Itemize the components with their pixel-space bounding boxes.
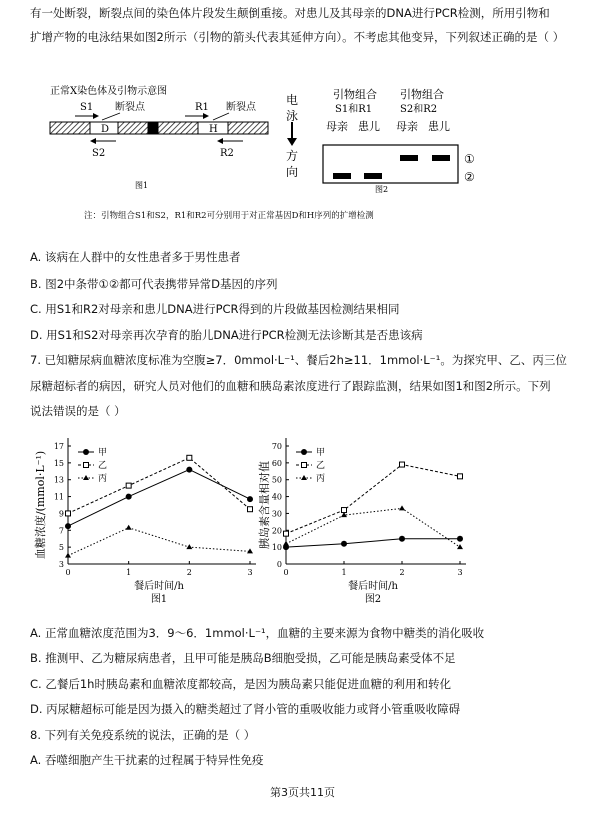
glucose-ytick-label: 9 [58, 509, 64, 519]
glucose-ytick-label: 11 [53, 492, 64, 502]
glucose-xtick-label: 1 [126, 568, 132, 577]
insulin-ytick-label: 60 [271, 458, 282, 468]
insulin-xtick-label: 0 [283, 568, 289, 577]
glucose-ytick-label: 3 [58, 560, 64, 569]
fig1-caption: 图1 [135, 181, 149, 190]
insulin-legend-label-甲: 甲 [316, 448, 326, 458]
glucose-ytick-label: 17 [53, 442, 64, 451]
gene-d-label: D [101, 124, 110, 135]
glucose-xtick-label: 0 [65, 568, 71, 577]
glucose-point-丙 [65, 553, 71, 558]
fig1-s2-label: S2 [92, 148, 106, 159]
fig1-r2-label: R2 [220, 148, 234, 159]
fig1-s1-label: S1 [80, 102, 94, 113]
insulin-legend-label-丙: 丙 [316, 474, 326, 484]
q6-option-c: C. 用S1和R2对母亲和患儿DNA进行PCR得到的片段做基因检测结果相同 [30, 302, 400, 316]
insulin-legend-marker-甲 [301, 449, 307, 455]
fig2-lane-1: 母亲 [326, 120, 348, 133]
page-footer: 第3页共11页 [270, 786, 335, 799]
q6-option-d: D. 用S1和S2对母亲再次孕育的胎儿DNA进行PCR检测无法诊断其是否患该病 [30, 328, 423, 342]
insulin-point-甲 [341, 541, 347, 547]
band-lower-lane1 [333, 173, 351, 179]
insulin-series-line-乙 [286, 465, 460, 534]
insulin-ytick-label: 50 [271, 475, 282, 485]
glucose-ytick-label: 13 [53, 475, 64, 485]
insulin-series-line-甲 [286, 539, 460, 547]
q7-option-c: C. 乙餐后1h时胰岛素和血糖浓度都较高，是因为胰岛素只能促进血糖的利用和转化 [30, 677, 451, 691]
band-lower-lane2 [364, 173, 382, 179]
band-2-label: ② [464, 170, 475, 184]
glucose-legend-label-甲: 甲 [98, 448, 108, 458]
insulin-ytick-label: 70 [271, 442, 282, 451]
glucose-point-乙 [126, 483, 131, 488]
glucose-point-乙 [187, 455, 192, 460]
insulin-point-丙 [457, 544, 463, 549]
glucose-legend-label-乙: 乙 [98, 461, 108, 471]
insulin-ytick-label: 40 [271, 492, 282, 502]
insulin-title: 图2 [364, 594, 382, 605]
fig1-break-right-label: 断裂点 [226, 102, 256, 113]
q7-option-b: B. 推测甲、乙为糖尿病患者，且甲可能是胰岛B细胞受损，乙可能是胰岛素受体不足 [30, 651, 456, 665]
glucose-point-丙 [126, 525, 132, 530]
fig2-group2-title: 引物组合 [400, 88, 444, 101]
glucose-point-甲 [65, 523, 71, 529]
q7-line1: 7. 已知糖尿病血糖浓度标准为空腹≥7．0mmol·L⁻¹、餐后2h≥11．1mmol·L⁻¹。为探究甲、乙、丙三位 [30, 353, 567, 367]
insulin-xlabel: 餐后时间/h [348, 581, 398, 592]
band-1-label: ① [464, 152, 475, 166]
fig1-r1-label: R1 [195, 102, 209, 113]
fig2-group1-sub: S1和R1 [335, 104, 373, 115]
band-upper-lane3 [400, 155, 418, 161]
insulin-point-丙 [399, 505, 405, 510]
q7-option-d: D. 丙尿糖超标可能是因为摄入的糖类超过了肾小管的重吸收能力或肾小管重吸收障碍 [30, 702, 461, 716]
glucose-ylabel: 血糖浓度/(mmol·L⁻¹) [34, 450, 47, 560]
glucose-series-line-丙 [68, 528, 250, 556]
insulin-xtick-label: 1 [341, 568, 347, 577]
fig2-group1-title: 引物组合 [333, 88, 377, 101]
fig2-lane-4: 患儿 [428, 120, 450, 133]
q8-line1: 8. 下列有关免疫系统的说法，正确的是（ ） [30, 728, 256, 742]
fig1-break-left-label: 断裂点 [115, 102, 145, 113]
q8-option-a: A. 吞噬细胞产生干扰素的过程属于特异性免疫 [30, 753, 264, 767]
insulin-point-乙 [342, 508, 347, 513]
q6-intro-line2: 扩增产物的电泳结果如图2所示（引物的箭头代表其延伸方向）。不考虑其他变异，下列叙述正确的是（ ） [30, 30, 565, 44]
glucose-xtick-label: 3 [247, 568, 253, 577]
glucose-xlabel: 餐后时间/h [134, 581, 184, 592]
glucose-point-丙 [186, 544, 192, 549]
glucose-legend-marker-乙 [84, 463, 89, 468]
insulin-point-甲 [399, 536, 405, 542]
glucose-title: 图1 [150, 594, 168, 605]
fig2-direction-1: 电 [286, 93, 299, 107]
q6-figure2 [278, 82, 488, 197]
insulin-point-乙 [458, 474, 463, 479]
glucose-legend-label-丙: 丙 [98, 474, 108, 484]
glucose-ytick-label: 7 [58, 526, 64, 536]
glucose-legend-marker-甲 [83, 449, 89, 455]
glucose-point-乙 [248, 507, 253, 512]
insulin-ytick-label: 20 [271, 526, 282, 536]
band-upper-lane4 [432, 155, 450, 161]
insulin-ylabel: 胰岛素含量相对值 [258, 461, 271, 549]
insulin-ytick-label: 10 [271, 543, 282, 553]
insulin-ytick-label: 0 [276, 560, 282, 569]
insulin-legend-label-乙: 乙 [316, 461, 326, 471]
q6-figure1 [30, 80, 280, 195]
insulin-legend-marker-乙 [302, 463, 307, 468]
blood-glucose-chart [30, 432, 270, 614]
fig2-direction-2: 泳 [286, 109, 299, 123]
insulin-legend-marker-丙 [301, 475, 307, 480]
fig1-title: 正常X染色体及引物示意图 [50, 86, 168, 97]
fig2-direction-4: 向 [286, 165, 299, 179]
insulin-xtick-label: 2 [399, 568, 405, 577]
fig2-lane-3: 母亲 [396, 120, 418, 133]
fig2-direction-3: 方 [286, 149, 299, 163]
fig2-group2-sub: S2和R2 [400, 104, 438, 115]
fig2-caption: 图2 [375, 185, 389, 194]
q7-line3: 说法错误的是（ ） [30, 404, 126, 418]
insulin-xtick-label: 3 [457, 568, 463, 577]
glucose-series-line-乙 [68, 458, 250, 514]
fig2-lane-2: 患儿 [358, 120, 380, 133]
insulin-point-丙 [283, 541, 289, 546]
insulin-point-乙 [400, 462, 405, 467]
q7-line2: 尿糖超标者的病因，研究人员对他们的血糖和胰岛素浓度进行了跟踪监测，结果如图1和图2所示。下列 [30, 379, 551, 393]
insulin-point-乙 [284, 531, 289, 536]
glucose-point-甲 [126, 494, 132, 500]
glucose-xtick-label: 2 [186, 568, 192, 577]
glucose-series-line-甲 [68, 470, 250, 526]
gene-h-label: H [209, 124, 218, 135]
glucose-ytick-label: 5 [58, 543, 64, 553]
q7-option-a: A. 正常血糖浓度范围为3．9～6．1mmol·L⁻¹，血糖的主要来源为食物中糖类的消化吸收 [30, 626, 485, 640]
q6-option-a: A. 该病在人群中的女性患者多于男性患者 [30, 250, 241, 264]
glucose-ytick-label: 15 [53, 458, 64, 468]
glucose-point-乙 [66, 511, 71, 516]
insulin-ytick-label: 30 [271, 509, 282, 519]
glucose-point-甲 [186, 467, 192, 473]
q6-intro-line1: 有一处断裂，断裂点间的染色体片段发生颠倒重接。对患儿及其母亲的DNA进行PCR检测，所用引物和 [30, 6, 550, 20]
insulin-chart [260, 432, 480, 614]
insulin-point-甲 [457, 536, 463, 542]
glucose-legend-marker-丙 [83, 475, 89, 480]
q6-option-b: B. 图2中条带①②都可代表携带异常D基因的序列 [30, 277, 278, 291]
q6-figure-note: 注：引物组合S1和S2，R1和R2可分别用于对正常基因D和H序列的扩增检测 [84, 211, 374, 221]
glucose-point-甲 [247, 496, 253, 502]
